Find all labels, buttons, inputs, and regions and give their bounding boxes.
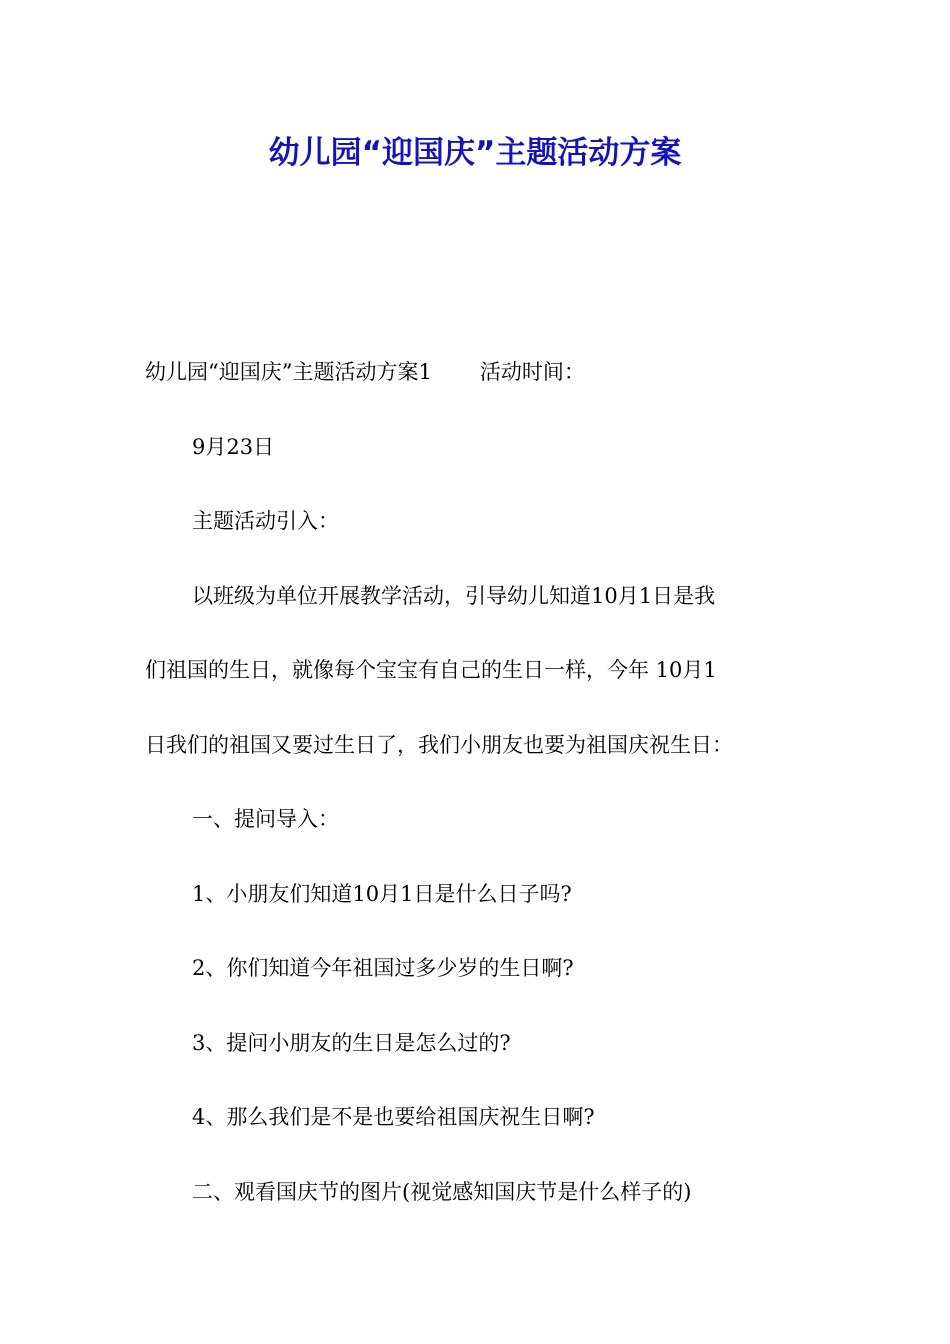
section-intro-label: 主题活动引入： [192, 509, 339, 533]
paragraph-line: 日我们的祖国又要过生日了，我们小朋友也要为祖国庆祝生日： [145, 732, 733, 757]
paragraph-line: 们祖国的生日，就像每个宝宝有自己的生日一样，今年 10月1 [145, 658, 717, 682]
document-title: 幼儿园“迎国庆”主题活动方案 [268, 135, 682, 171]
document-body [145, 335, 810, 1229]
intro-time-label: 活动时间： [479, 360, 585, 384]
step-one-heading: 一、提问导入： [192, 807, 339, 831]
activity-date: 9月23日 [192, 434, 275, 459]
question-item: 3、提问小朋友的生日是怎么过的? [192, 1030, 511, 1055]
intro-line [145, 335, 810, 410]
step-two-heading: 二、观看国庆节的图片(视觉感知国庆节是什么样子的) [192, 1179, 692, 1204]
question-item: 2、你们知道今年祖国过多少岁的生日啊? [192, 956, 574, 980]
paragraph-line: 以班级为单位开展教学活动，引导幼儿知道10月1日是我 [192, 583, 716, 608]
question-item: 1、小朋友们知道10月1日是什么日子吗? [192, 881, 572, 906]
intro-heading: 幼儿园“迎国庆”主题活动方案1 [145, 360, 432, 384]
question-item: 4、那么我们是不是也要给祖国庆祝生日啊? [192, 1105, 595, 1129]
